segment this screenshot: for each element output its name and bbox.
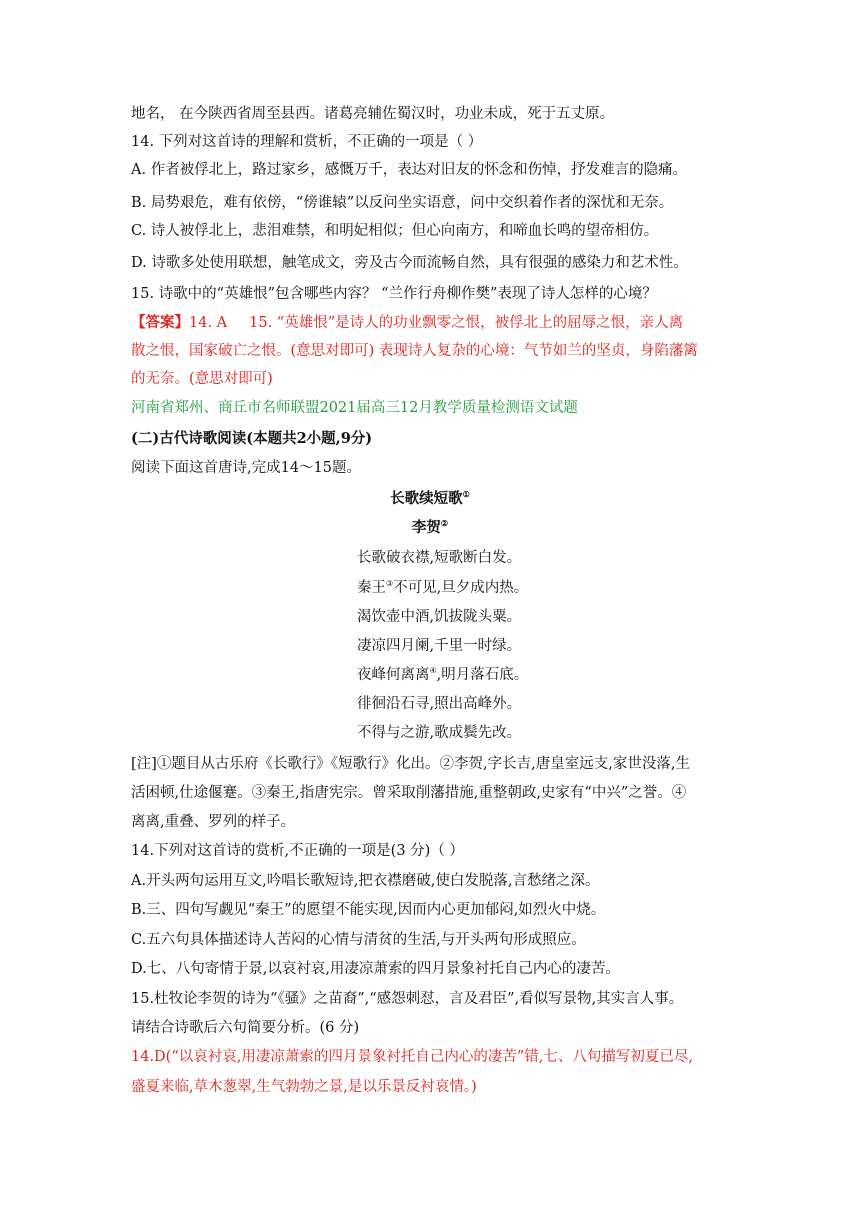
question-14-option-a: A.开头两句运用互文,吟唱长歌短诗,把衣襟磨破,使白发脱落,言愁绪之深。 [131,873,600,889]
question-14-stem: 14.下列对这首诗的赏析,不正确的一项是(3 分)（ ） [131,843,464,859]
poem-line-5: 夜峰何离离④,明月落石底。 [357,666,529,683]
notes-line-3: 离离,重叠、罗列的样子。 [131,814,296,830]
poem-line-7: 不得与之游,歌成鬓先改。 [357,725,522,741]
notes-line-1: [注]①题目从古乐府《长歌行》《短歌行》化出。②李贺,字长吉,唐皇室远支,家世没落,生 [131,756,690,772]
prev-answer-line-3: 的无奈。(意思对即可) [131,371,273,387]
footnote-mark-1: ① [462,489,470,499]
poem-line-4: 凄凉四月阑,千里一时绿。 [357,638,522,654]
section-heading: (二)古代诗歌阅读(本题共2小题,9分) [131,430,373,447]
prev-q14-option-d: D. 诗歌多处使用联想，触笔成文，旁及古今而流畅自然，具有很强的感染力和艺术性。 [131,255,688,271]
question-15-line-1: 15.杜牧论李贺的诗为“《骚》之苗裔”,“感怨刺怼，言及君臣”,看似写景物,其实言人事。 [131,991,684,1007]
answer-q14: 14. A [189,315,228,331]
answer-line-1: 14.D(“以哀衬哀,用凄凉萧索的四月景象衬托自己内心的凄苦”错,七、八句描写初夏已尽, [131,1049,693,1065]
notes-line-2: 活困顿,仕途偃蹇。③秦王,指唐宪宗。曾采取削藩措施,重整朝政,史家有“中兴”之誉。④ [131,785,687,801]
poem-line-1: 长歌破衣襟,短歌断白发。 [357,550,522,566]
answer-label: 【答案】 [131,314,189,331]
previous-note-line: 地名， 在今陕西省周至县西。诸葛亮辅佐蜀汉时，功业未成，死于五丈原。 [131,106,615,122]
poem-title: 长歌续短歌① [390,489,470,507]
answer-q15: 15. “英雄恨”是诗人的功业飘零之恨，被俘北上的屈辱之恨，亲人离 [249,315,684,331]
poem-author: 李贺② [411,518,449,536]
prev-question-15-stem: 15. 诗歌中的“英雄恨”包含哪些内容？ “兰作行舟柳作樊”表现了诗人怎样的心境？ [131,286,657,302]
prev-q14-option-b: B. 局势艰危，难有依傍，“傍谁辕”以反问坐实语意，问中交织着作者的深忧和无奈。 [131,195,674,211]
footnote-mark-4: ④ [429,666,437,675]
answer-line-2: 盛夏来临,草木葱翠,生气勃勃之景,是以乐景反衬哀情。) [131,1079,477,1095]
question-14-option-c: C.五六句具体描述诗人苦闷的心情与清贫的生活,与开头两句形成照应。 [131,932,586,948]
question-15-line-2: 请结合诗歌后六句简要分析。(6 分) [131,1020,360,1036]
source-title: 河南省郑州、商丘市名师联盟2021届高三12月教学质量检测语文试题 [131,400,578,416]
poem-line-2: 秦王③不可见,旦夕成内热。 [357,579,529,596]
prev-q14-option-c: C. 诗人被俘北上，悲泪难禁，和明妃相似；但心向南方，和啼血长鸣的望帝相仿。 [131,223,659,239]
prev-answer-line-1 [131,313,683,333]
prev-question-14-stem: 14. 下列对这首诗的理解和赏析，不正确的一项是（ ） [131,134,483,150]
prev-answer-line-2: 散之恨，国家破亡之恨。(意思对即可) 表现诗人复杂的心境：气节如兰的坚贞，身陷藩篱 [131,343,698,359]
prev-q14-option-a: A. 作者被俘北上，路过家乡，感慨万千，表达对旧友的怀念和伤悼，抒发难言的隐痛。 [131,162,688,178]
question-14-option-d: D.七、八句寄情于景,以哀衬哀,用凄凉萧索的四月景象衬托自己内心的凄苦。 [131,961,620,977]
instruction: 阅读下面这首唐诗,完成14～15题。 [131,460,362,476]
footnote-mark-2: ② [440,518,449,528]
question-14-option-b: B.三、四句写觑见“秦王”的愿望不能实现,因而内心更加郁闷,如烈火中烧。 [131,902,606,918]
poem-line-3: 渴饮壶中酒,饥拔陇头粟。 [357,609,522,625]
footnote-mark-3: ③ [386,579,394,588]
poem-line-6: 徘徊沿石寻,照出高峰外。 [357,696,522,712]
